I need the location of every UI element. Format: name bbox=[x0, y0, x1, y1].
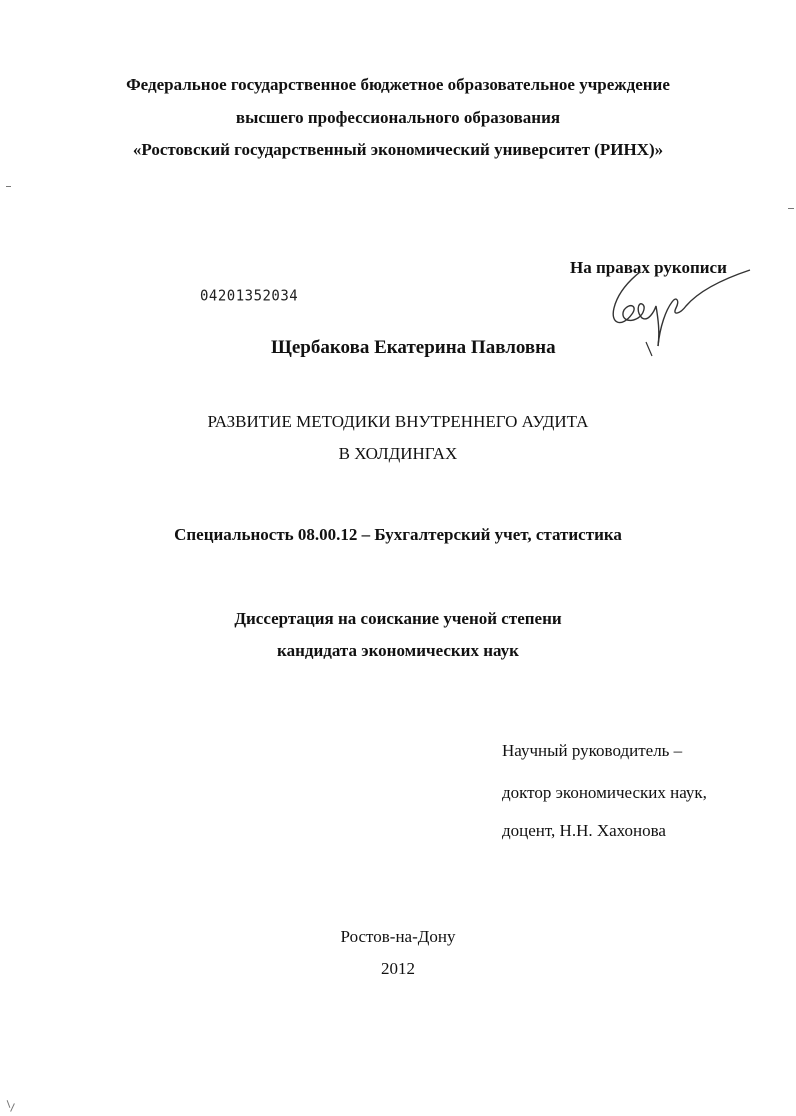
dissertation-line-2: кандидата экономических наук bbox=[277, 641, 519, 660]
city: Ростов-на-Дону bbox=[340, 927, 456, 946]
manuscript-note: На правах рукописи bbox=[570, 258, 727, 277]
registration-number: 04201352034 bbox=[200, 287, 299, 305]
scan-mark bbox=[7, 1100, 11, 1108]
scan-mark bbox=[10, 1103, 15, 1112]
dissertation-line-1: Диссертация на соискание ученой степени bbox=[234, 609, 562, 628]
institution-line-3: «Ростовский государственный экономический университет (РИНХ)» bbox=[132, 140, 664, 159]
title-line-1: РАЗВИТИЕ МЕТОДИКИ ВНУТРЕННЕГО АУДИТА bbox=[207, 412, 589, 431]
title-line-2: В ХОЛДИНГАХ bbox=[338, 444, 458, 463]
institution-line-2: высшего профессионального образования bbox=[235, 108, 561, 127]
supervisor-line-1: Научный руководитель – bbox=[502, 741, 683, 760]
year: 2012 bbox=[381, 959, 415, 978]
signature-graphic bbox=[600, 266, 760, 362]
author-name: Щербакова Екатерина Павловна bbox=[271, 337, 556, 358]
scan-mark bbox=[788, 208, 794, 209]
specialty-line: Специальность 08.00.12 – Бухгалтерский учет, статистика bbox=[174, 525, 622, 544]
scan-mark bbox=[6, 186, 11, 187]
supervisor-line-2: доктор экономических наук, bbox=[502, 783, 707, 802]
institution-line-1: Федеральное государственное бюджетное образовательное учреждение bbox=[126, 75, 670, 94]
supervisor-line-3: доцент, Н.Н. Хахонова bbox=[502, 821, 666, 840]
